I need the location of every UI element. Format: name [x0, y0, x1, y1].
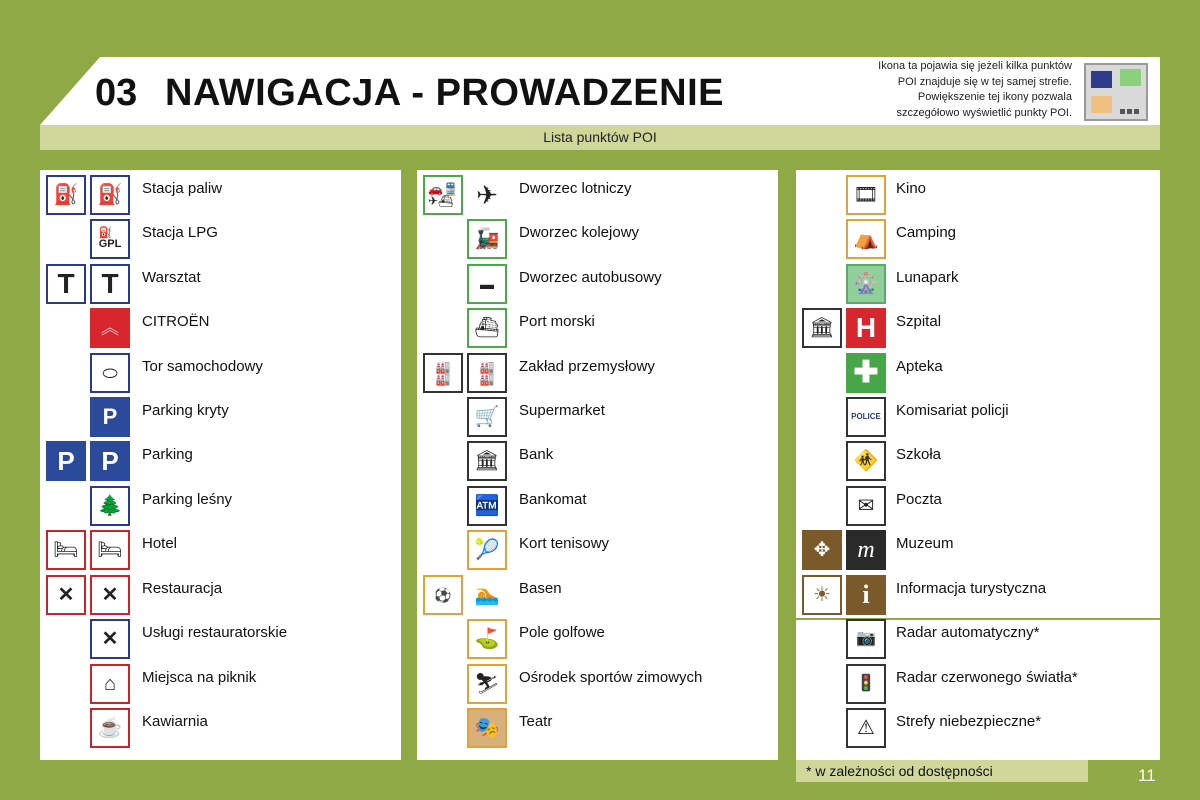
race-track-icon: ⬭	[90, 353, 130, 393]
school-children-icon: 🚸	[846, 441, 886, 481]
poi-label: Kort tenisowy	[519, 535, 610, 552]
list-item	[796, 348, 1160, 392]
poi-label: Kino	[896, 180, 927, 197]
poi-label: Komisariat policji	[896, 402, 1009, 419]
forest-parking-icon: 🌲	[90, 486, 130, 526]
poi-column-2	[417, 170, 778, 760]
list-item	[796, 525, 1160, 569]
cluster-note	[840, 59, 1072, 121]
poi-label: Bankomat	[519, 491, 587, 508]
list-item	[417, 703, 778, 747]
poi-label: Usługi restauratorskie	[142, 624, 288, 641]
info-i-icon: i	[846, 575, 886, 615]
poi-cluster-icon	[1084, 63, 1148, 121]
page-number: 11	[1138, 766, 1156, 785]
note-line: szczegółowo wyświetlić punkty POI.	[896, 106, 1072, 119]
section-subtitle: Lista punktów POI	[40, 125, 1160, 150]
poi-label: Port morski	[519, 313, 595, 330]
list-item	[417, 436, 778, 480]
ship-icon: ⛴	[467, 308, 507, 348]
speed-camera-icon: 📷	[846, 619, 886, 659]
list-item	[417, 303, 778, 347]
note-line: POI znajduje się w tej samej strefie.	[897, 75, 1072, 88]
list-item	[417, 392, 778, 436]
bank-icon: 🏛	[467, 441, 507, 481]
hospital-icon: H	[846, 308, 886, 348]
poi-label: Miejsca na piknik	[142, 669, 257, 686]
film-icon: 🎞	[846, 175, 886, 215]
industry-cluster-icon: 🏭 🏭	[467, 353, 507, 393]
list-item	[417, 570, 778, 614]
fuel-pump-icon: ⛽	[90, 175, 130, 215]
lpg-pump-icon: ⛽ GPL	[90, 219, 130, 259]
list-item	[417, 259, 778, 303]
chapter-title: NAWIGACJA - PROWADZENIE	[165, 72, 724, 114]
list-item	[417, 525, 778, 569]
poi-label: Szkoła	[896, 446, 942, 463]
list-item	[796, 659, 1160, 703]
parking-icon: P	[46, 441, 86, 481]
poi-label: Radar automatyczny*	[896, 624, 1040, 641]
list-item	[796, 481, 1160, 525]
swimmer-icon: 🏊	[467, 575, 507, 615]
poi-label: CITROËN	[142, 313, 210, 330]
citroen-logo-icon: ︽	[90, 308, 130, 348]
parking-icon: P	[90, 441, 130, 481]
sports-cluster-icon: ⚽	[423, 575, 463, 615]
list-item	[796, 259, 1160, 303]
chapter-number: 03	[95, 72, 138, 114]
list-item	[40, 525, 401, 569]
list-item	[417, 659, 778, 703]
bus-icon: ▬	[467, 264, 507, 304]
footnote: * w zależności od dostępności	[796, 760, 1088, 782]
list-item	[40, 214, 401, 258]
picnic-table-icon: ⌂	[90, 664, 130, 704]
amusement-park-icon: 🎡	[846, 264, 886, 304]
list-item	[40, 303, 401, 347]
poi-label: Camping	[896, 224, 957, 241]
poi-label: Apteka	[896, 358, 943, 375]
theatre-icon: 🎭	[467, 708, 507, 748]
envelope-icon: ✉	[846, 486, 886, 526]
tennis-icon: 🎾	[467, 530, 507, 570]
list-item	[40, 703, 401, 747]
poi-label: Supermarket	[519, 402, 605, 419]
coffee-cup-icon: ☕	[90, 708, 130, 748]
poi-label: Parking	[142, 446, 193, 463]
poi-label: Zakład przemysłowy	[519, 358, 655, 375]
transport-cluster-icon: 🚗🚆 ✈⛴	[423, 175, 463, 215]
train-icon: 🚂	[467, 219, 507, 259]
golf-icon: ⛳	[467, 619, 507, 659]
poi-label: Stacja LPG	[142, 224, 218, 241]
fork-knife-icon: ✕	[46, 575, 86, 615]
list-item	[796, 170, 1160, 214]
fuel-pump-icon: ⛽	[46, 175, 86, 215]
poi-label: Bank	[519, 446, 554, 463]
poi-label: Parking kryty	[142, 402, 229, 419]
list-item	[40, 392, 401, 436]
list-item	[796, 570, 1160, 614]
hammer-icon: T	[90, 264, 130, 304]
atm-icon: 🏧	[467, 486, 507, 526]
poi-label: Radar czerwonego światła*	[896, 669, 1078, 686]
hammer-icon: T	[46, 264, 86, 304]
poi-label: Informacja turystyczna	[896, 580, 1047, 597]
poi-label: Hotel	[142, 535, 178, 552]
poi-label: Muzeum	[896, 535, 954, 552]
note-line: Ikona ta pojawia się jeżeli kilka punktów	[878, 60, 1072, 72]
poi-column-1	[40, 170, 401, 760]
airplane-icon: ✈	[467, 175, 507, 215]
poi-label: Dworzec autobusowy	[519, 269, 662, 286]
poi-label: Tor samochodowy	[142, 358, 263, 375]
list-item	[40, 348, 401, 392]
fork-knife-icon: ✕	[90, 575, 130, 615]
poi-label: Pole golfowe	[519, 624, 605, 641]
poi-label: Ośrodek sportów zimowych	[519, 669, 703, 686]
museum-compass-icon: ✥	[802, 530, 842, 570]
list-item	[40, 259, 401, 303]
list-item	[796, 614, 1160, 658]
pharmacy-cross-icon: ✚	[846, 353, 886, 393]
poi-label: Szpital	[896, 313, 942, 330]
poi-label: Lunapark	[896, 269, 959, 286]
list-item	[40, 570, 401, 614]
police-icon: POLICE	[846, 397, 886, 437]
covered-parking-icon: P	[90, 397, 130, 437]
list-item	[40, 170, 401, 214]
list-item	[417, 614, 778, 658]
list-item	[40, 436, 401, 480]
list-item	[796, 214, 1160, 258]
danger-zone-icon: ⚠	[846, 708, 886, 748]
list-item	[796, 436, 1160, 480]
bed-icon: 🛏	[90, 530, 130, 570]
poi-label: Dworzec lotniczy	[519, 180, 632, 197]
shopping-cart-icon: 🛒	[467, 397, 507, 437]
list-item	[40, 481, 401, 525]
red-light-camera-icon: 🚦	[846, 664, 886, 704]
poi-label: Kawiarnia	[142, 713, 208, 730]
museum-m-icon: m	[846, 530, 886, 570]
poi-label: Dworzec kolejowy	[519, 224, 640, 241]
tourist-spot-icon: ☀	[802, 575, 842, 615]
list-item	[417, 170, 778, 214]
skier-icon: ⛷	[467, 664, 507, 704]
poi-label: Strefy niebezpieczne*	[896, 713, 1042, 730]
industry-cluster-icon: 🏭 🏭	[423, 353, 463, 393]
list-item	[417, 481, 778, 525]
poi-label: Stacja paliw	[142, 180, 223, 197]
list-item	[417, 214, 778, 258]
camping-icon: ⛺	[846, 219, 886, 259]
list-item	[417, 348, 778, 392]
list-item	[40, 659, 401, 703]
poi-label: Teatr	[519, 713, 553, 730]
poi-label: Restauracja	[142, 580, 223, 597]
list-item	[796, 392, 1160, 436]
list-item	[796, 703, 1160, 747]
bed-icon: 🛏	[46, 530, 86, 570]
poi-column-3	[796, 170, 1160, 760]
poi-label: Parking leśny	[142, 491, 233, 508]
public-building-icon: 🏛	[802, 308, 842, 348]
list-item	[40, 614, 401, 658]
list-item	[796, 303, 1160, 347]
note-line: Powiększenie tej ikony pozwala	[917, 91, 1072, 103]
poi-label: Warsztat	[142, 269, 201, 286]
roadside-restaurant-icon: ✕	[90, 619, 130, 659]
poi-label: Poczta	[896, 491, 942, 508]
poi-label: Basen	[519, 580, 562, 597]
